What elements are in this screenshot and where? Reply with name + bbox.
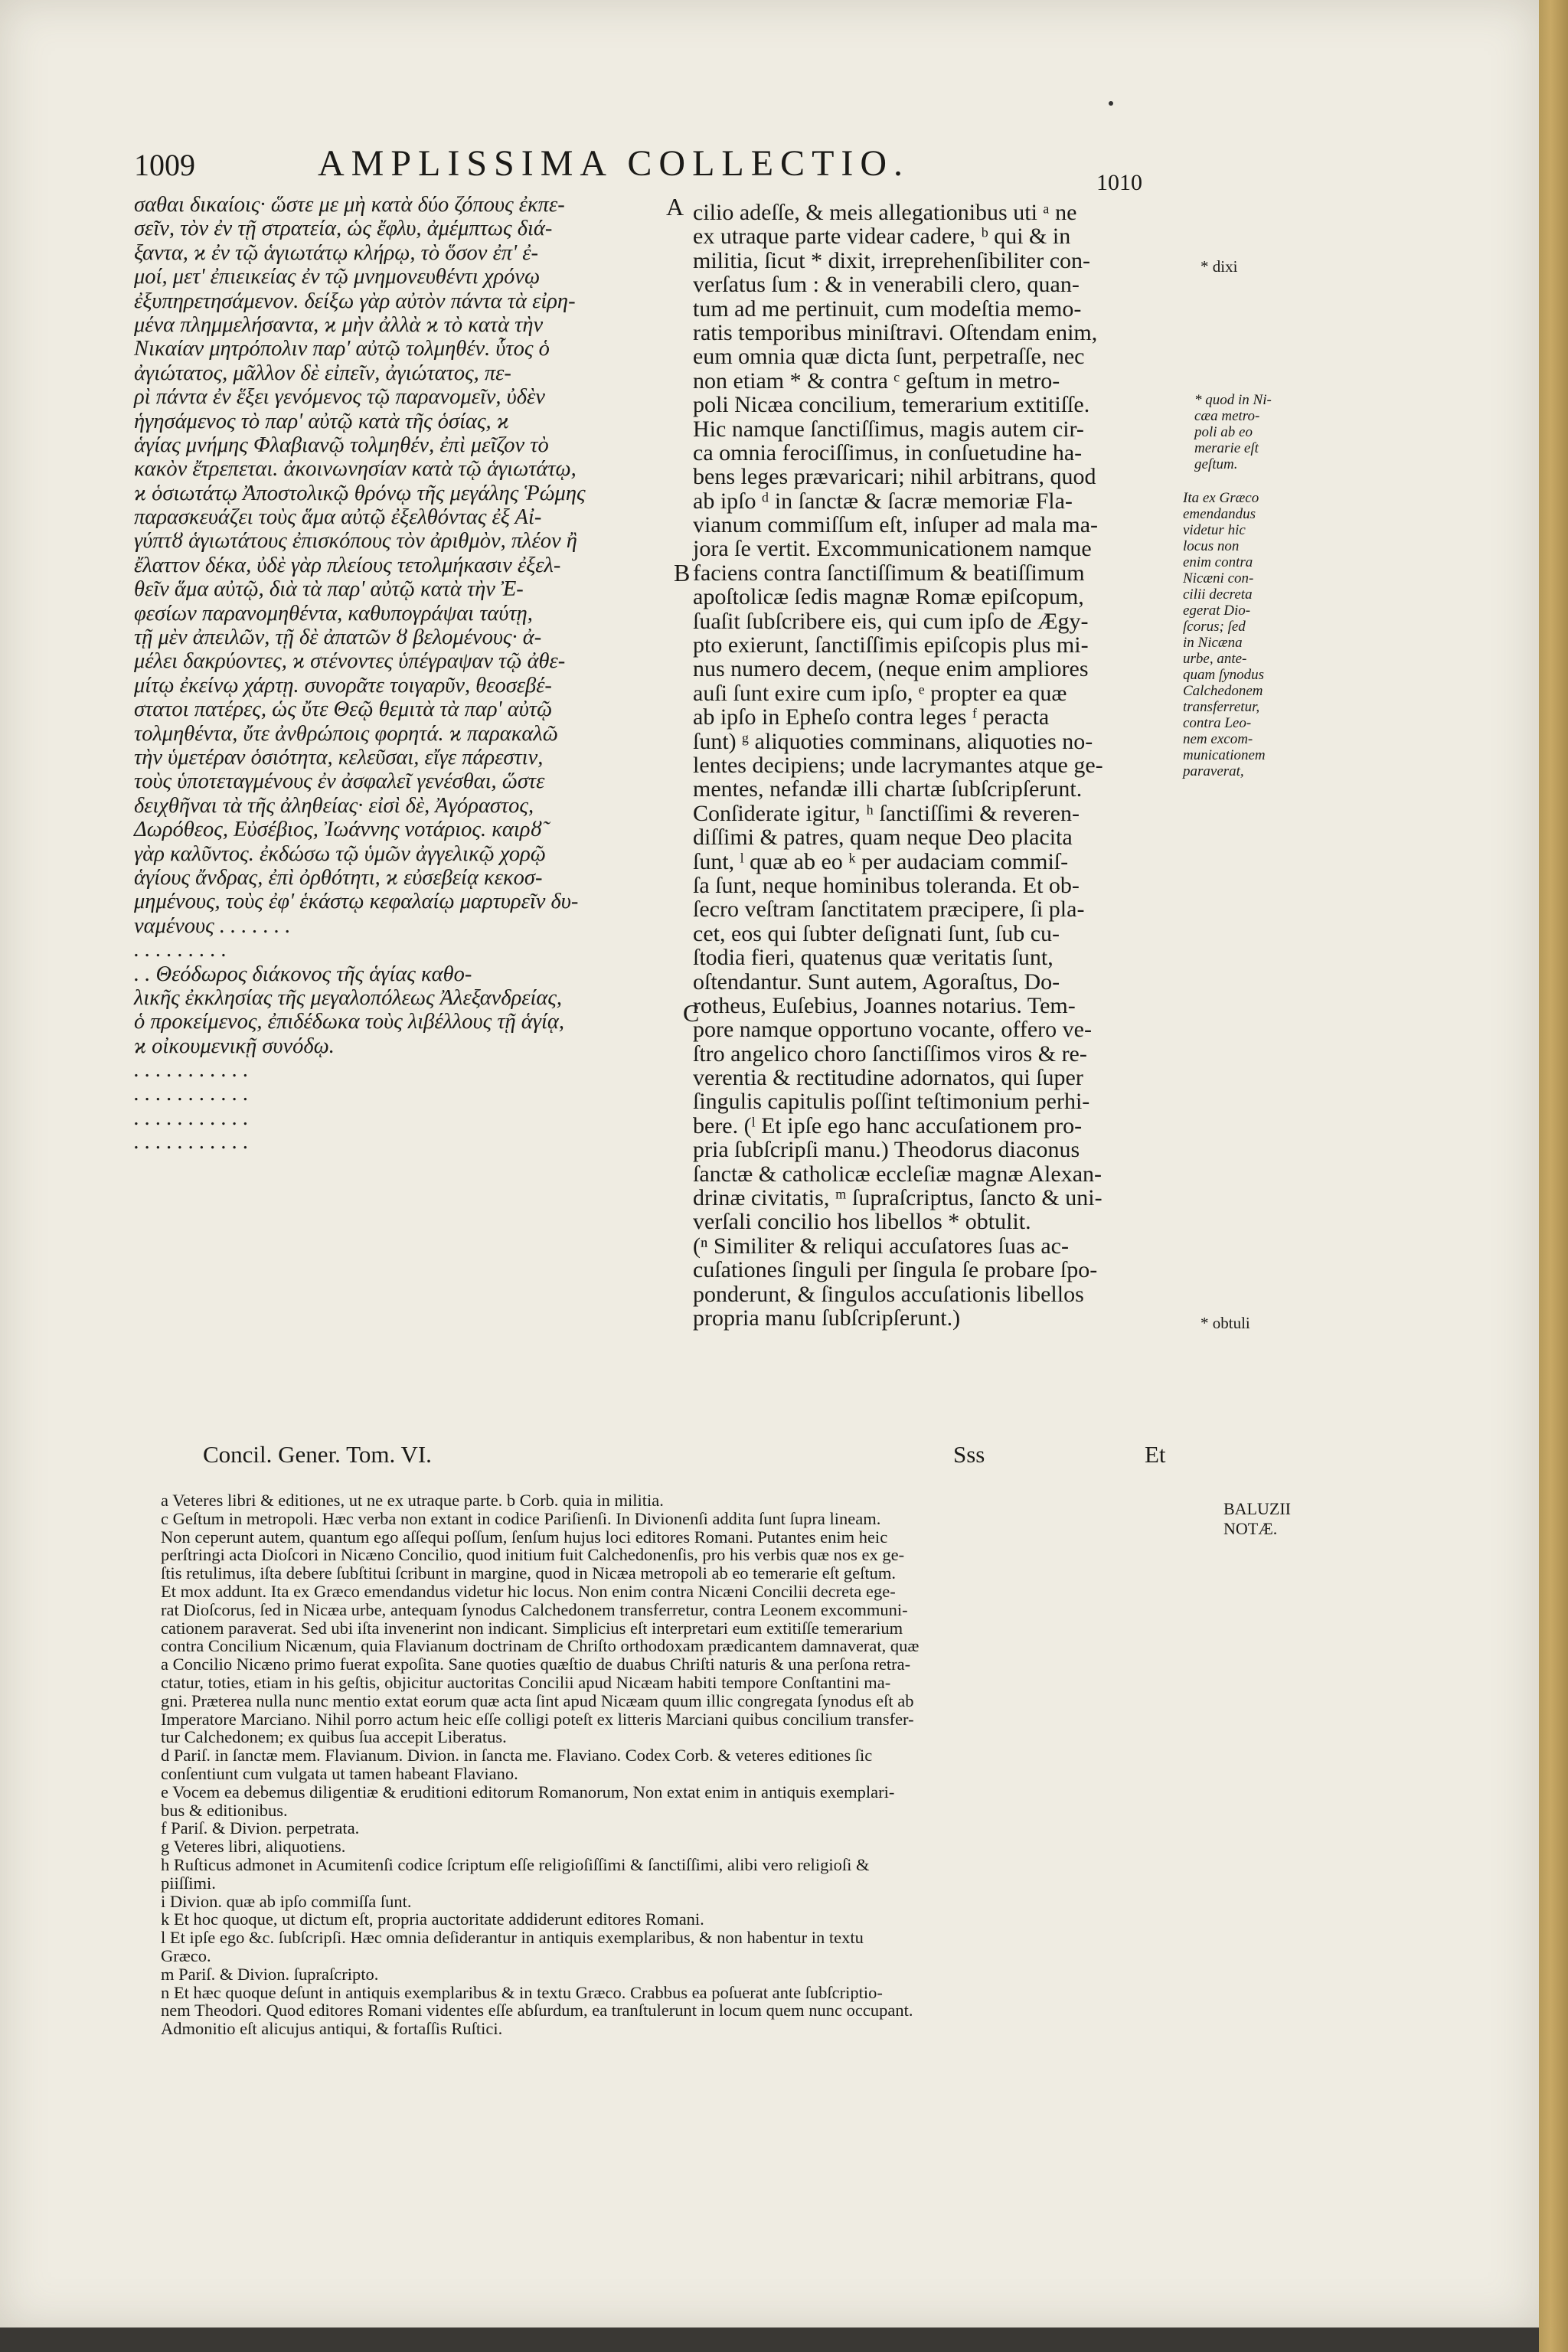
ink-dot: [1109, 101, 1113, 106]
greek-line: μοί, μετ' ἐπιεικείας ἐν τῷ μνημονευθέντι χρόνῳ: [134, 265, 541, 289]
margin-note-line: videtur hic: [1183, 522, 1246, 538]
latin-line: apoſtolicæ ſedis magnæ Romæ epiſcopum,: [693, 584, 1084, 610]
greek-line: μένα πλημμελήσαντα, ϰ μὴν ἀλλὰ ϰ τὸ κατὰ τὴν: [134, 312, 544, 337]
latin-line: militia, ſicut * dixit, irreprehenſibiliter con-: [693, 247, 1091, 273]
latin-line: verſatus ſum : & in venerabili clero, quan-: [693, 272, 1080, 298]
latin-line: ca omnia ferociſſimus, in conſuetudine ha-: [693, 439, 1083, 466]
greek-line: ϰ οἰκουμενικῇ συνόδῳ.: [134, 1034, 335, 1058]
note-line: bus & editionibus.: [161, 1800, 288, 1820]
margin-note-obtuli: * obtuli: [1200, 1314, 1250, 1332]
greek-line: ἡγησάμενος τὸ παρ' αὐτῷ κατὰ τῆς ὁσίας, ϰ: [134, 409, 509, 433]
greek-line: . . . . . . . . . . .: [134, 1106, 249, 1130]
greek-line: θεῖν ἅμα αὐτῷ, διὰ τὰ παρ' αὐτῷ κατὰ τὴν Ἐ-: [134, 577, 524, 602]
latin-line: verſali concilio hos libellos * obtulit.: [693, 1209, 1031, 1235]
latin-line: lentes decipiens; unde lacrymantes atque ge-: [693, 752, 1103, 778]
section-letter-a: A: [666, 193, 684, 220]
greek-line: Νικαίαν μητρόπολιν παρ' αὐτῷ τολμηθέν. ὗτος ὁ: [134, 337, 550, 361]
note-line: Admonitio eſt alicujus antiqui, & fortaſſis Ruſtici.: [161, 2019, 503, 2039]
latin-line: pore namque opportuno vocante, offero ve-: [693, 1017, 1092, 1043]
margin-note-line: enim contra: [1183, 554, 1253, 570]
latin-line: diſſimi & patres, quam neque Deo placita: [693, 825, 1073, 851]
greek-line: λικῆς ἐκκλησίας τῆς μεγαλοπόλεως Ἀλεξανδρείας,: [134, 985, 563, 1010]
note-line: tur Calchedonem; ex quibus ſua accepit Liberatus.: [161, 1727, 507, 1747]
greek-line: γύπτȣ ἁγιωτάτους ἐπισκόπους τὸν ἀριθμὸν, πλέον ἢ: [134, 529, 577, 554]
greek-line: Δωρόθεος, Εὐσέβιος, Ἰωάννης νοτάριος. καιρȣ̃: [134, 818, 542, 842]
latin-line: ſanctæ & catholicæ eccleſiæ magnæ Alexan-: [693, 1161, 1102, 1187]
greek-line: κακὸν ἔτρεπεται. ἀκοινωνησίαν κατὰ τῷ ἁγιωτάτῳ,: [134, 457, 577, 482]
note-line: a Veteres libri & editiones, ut ne ex utraque parte. b Corb. quia in militia.: [161, 1491, 664, 1510]
greek-line: . . . . . . . . .: [134, 938, 227, 962]
margin-note-line: nem excom-: [1183, 731, 1253, 747]
note-line: l Et ipſe ego &c. ſubſcripſi. Hæc omnia deſiderantur in antiquis exemplaribus, & non habentur in textu: [161, 1928, 864, 1948]
note-line: piiſſimi.: [161, 1873, 216, 1893]
latin-line: propria manu ſubſcripſerunt.): [693, 1305, 961, 1331]
margin-note-line: * quod in Ni-: [1194, 392, 1272, 408]
greek-line: . . . . . . . . . . .: [134, 1130, 249, 1155]
greek-line: στατοι πατέρες, ὡς ὔτε Θεῷ θεμιτὰ τὰ παρ' αὐτῷ: [134, 697, 553, 722]
right-page-number: 1010: [1096, 170, 1142, 195]
latin-line: ſtro angelico choro ſanctiſſimos viros & re-: [693, 1040, 1087, 1067]
note-line: nem Theodori. Quod editores Romani videntes eſſe abſurdum, ea tranſtulerunt in locum quem nunc occupant.: [161, 2001, 913, 2020]
greek-line: ἁγίους ἄνδρας, ἐπὶ ὀρθότητι, ϰ εὐσεβείᾳ κεκοσ-: [134, 865, 543, 890]
note-line: Non ceperunt autem, quantum ego aſſequi poſſum, ſenſum hujus loci editores Romani. Putantes enim heic: [161, 1527, 888, 1547]
note-line: cationem paraverat. Sed ubi iſta invenerint non indicant. Simplicius eſt interpretari eum extitiſſe temerarium: [161, 1618, 903, 1638]
margin-note-line: poli ab eo: [1194, 424, 1253, 440]
margin-note-line: locus non: [1183, 538, 1240, 554]
margin-note-line: cæa metro-: [1194, 408, 1260, 424]
latin-line: rotheus, Euſebius, Joannes notarius. Tem-: [693, 992, 1076, 1018]
margin-note-line: transferretur,: [1183, 699, 1260, 715]
latin-line: cuſationes ſinguli per ſingula ſe probare ſpo-: [693, 1257, 1098, 1283]
margin-note-line: in Nicæna: [1183, 635, 1243, 651]
latin-line: ſunt, ˡ quæ ab eo ᵏ per audaciam commiſ-: [693, 848, 1069, 874]
latin-line: ſingulis capitulis poſſint teſtimonium perhi-: [693, 1089, 1090, 1115]
latin-line: bens leges prævaricari; nihil arbitrans, quod: [693, 464, 1096, 490]
margin-note-line: Calchedonem: [1183, 683, 1263, 699]
note-line: h Ruſticus admonet in Acumitenſi codice ſcriptum eſſe religioſiſſimi & ſanctiſſimi, alibi vero religioſi &: [161, 1854, 870, 1874]
margin-note-quod: [1194, 392, 1302, 472]
greek-line: φεσίων παρανομηθέντα, καθυπογράψαι ταύτῃ,: [134, 601, 533, 626]
greek-line: ἁγίας μνήμης Φλαβιανῷ τολμηθέν, ἐπὶ μεῖζον τὸ: [134, 433, 549, 457]
latin-line: drinæ civitatis, ᵐ ſupraſcriptus, ſancto & uni-: [693, 1185, 1102, 1211]
note-line: perſtringi acta Dioſcori in Nicæno Concilio, quod initium fuit Calchedonenſis, pro his verbis quæ nos ex ge-: [161, 1545, 905, 1565]
margin-note-line: cilii decreta: [1183, 586, 1253, 603]
notes-heading-line: NOTÆ.: [1223, 1519, 1278, 1538]
latin-line: cilio adeſſe, & meis allegationibus uti ᵃ ne: [693, 200, 1077, 225]
latin-line: non etiam * & contra ᶜ geſtum in metro-: [693, 368, 1060, 394]
latin-line: ſtodia fieri, quatenus quæ veritatis ſunt,: [693, 945, 1054, 971]
greek-line: γὰρ καλῦντος. ἐκδώσω τῷ ὑμῶν ἀγγελικῷ χορῷ: [134, 841, 546, 866]
greek-line: τολμηθέντα, ὔτε ἀνθρώποις φορητά. ϰ παρακαλῶ: [134, 721, 558, 746]
greek-line: ναμένους . . . . . . .: [134, 913, 291, 938]
greek-line: τὴν ὑμετέραν ὁσιότητα, κελεῦσαι, εἴγε πάρεστιν,: [134, 745, 544, 769]
note-line: Et mox addunt. Ita ex Græco emendandus videtur hic locus. Non enim contra Nicæni Concilii decreta ege-: [161, 1581, 896, 1601]
margin-note-line: Nicæni con-: [1183, 570, 1254, 586]
margin-note-line: urbe, ante-: [1183, 651, 1247, 667]
greek-line: δειχθῆναι τὰ τῆς ἀληθείας· εἰσὶ δὲ, Ἀγόραστος,: [134, 793, 534, 818]
note-line: a Concilio Nicæno primo fuerat expoſita. Sane quoties quæſtio de duabus Chriſti naturis & una perſona retra-: [161, 1655, 911, 1674]
margin-note-line: egerat Dio-: [1183, 603, 1251, 619]
margin-note-line: quam ſynodus: [1183, 667, 1265, 683]
note-line: i Divion. quæ ab ipſo commiſſa ſunt.: [161, 1891, 412, 1911]
greek-line: ἔλαττον δέκα, ὐδὲ γὰρ πλείους τετολμήκασιν ἐξελ-: [134, 553, 561, 577]
latin-line: nus numero decem, (neque enim ampliores: [693, 656, 1089, 682]
greek-line: τοὺς ὑποτεταγμένους ἐν ἀσφαλεῖ γενέσθαι, ὥστε: [134, 769, 545, 794]
note-line: gni. Præterea nulla nunc mentio extat eorum quæ acta ſint apud Nicæam quum illic congregata ſynodus eſt ab: [161, 1690, 914, 1710]
latin-text-column: [693, 201, 1103, 1330]
latin-line: ſuaſit ſubſcribere eis, qui cum ipſo de Ægy-: [693, 608, 1089, 634]
book-edge: [1539, 0, 1568, 2352]
margin-note-line: contra Leo-: [1183, 715, 1252, 731]
latin-line: oſtendantur. Sunt autem, Agoraſtus, Do-: [693, 969, 1060, 995]
margin-note-line: municationem: [1183, 747, 1266, 763]
greek-line: μίτῳ ἐκείνῳ χάρτῃ. συνορᾶτε τοιγαρῦν, θεοσεβέ-: [134, 673, 552, 697]
note-line: Imperatore Marciano. Nihil porro actum heic eſſe colligi poteſt ex litteris Marciani quibus concilium transfer-: [161, 1709, 914, 1729]
note-line: e Vocem ea debemus diligentiæ & eruditioni editorum Romanorum, Non extat enim in antiquis exemplari-: [161, 1782, 895, 1802]
latin-line: ratis temporibus miniſtravi. Oſtendam enim,: [693, 319, 1098, 345]
latin-line: Conſiderate igitur, ʰ ſanctiſſimi & reveren-: [693, 800, 1080, 826]
note-line: contra Concilium Nicænum, quia Flavianum doctrinam de Chriſto orthodoxam prædicantem damnaverat, quæ: [161, 1636, 920, 1656]
note-line: conſentiunt cum vulgata ut tamen habeant Flaviano.: [161, 1763, 518, 1783]
left-page-number: 1009: [134, 148, 195, 182]
margin-note-line: merarie eſt: [1194, 440, 1259, 456]
footer-signature-mark: Sss: [953, 1441, 985, 1468]
latin-line: auſi ſunt exire cum ipſo, ᵉ propter ea quæ: [693, 680, 1067, 706]
note-line: m Pariſ. & Divion. ſupraſcripto.: [161, 1964, 379, 1984]
greek-line: σαθαι δικαίοις· ὥστε με μὴ κατὰ δύο ζόπους ἐκπε-: [134, 193, 565, 217]
note-line: n Et hæc quoque deſunt in antiquis exemplaribus & in textu Græco. Crabbus ea poſuerat ante ſubſcriptio-: [161, 1982, 883, 2002]
greek-line: ρὶ πάντα ἐν ἕξει γενόμενος τῷ παρανομεῖν, ὐδὲν: [134, 385, 545, 410]
greek-line: μέλει δακρύοντες, ϰ στένοντες ὑπέγραψαν τῷ ἀθε-: [134, 649, 566, 674]
running-title: AMPLISSIMA COLLECTIO.: [318, 143, 910, 184]
note-line: f Pariſ. & Divion. perpetrata.: [161, 1818, 360, 1838]
note-line: ſtis retulimus, iſta debere ſubſtitui ſcribunt in margine, quod in Nicæa metropoli ab eo temerarie eſt geſtum.: [161, 1563, 896, 1583]
note-line: g Veteres libri, aliquotiens.: [161, 1837, 346, 1857]
latin-line: ſa ſunt, neque hominibus toleranda. Et ob-: [693, 872, 1080, 898]
latin-line: ſunt) ᵍ aliquoties comminans, aliquoties no-: [693, 728, 1093, 754]
section-letter-c: C: [683, 999, 700, 1027]
margin-note-line: emendandus: [1183, 506, 1256, 522]
greek-line: παρασκευάζει τοὺς ἅμα αὐτῷ ἐξελθόντας ἐξ Αἰ-: [134, 505, 542, 530]
greek-text-column: [134, 193, 586, 1155]
latin-line: eum omnia quæ dicta ſunt, perpetraſſe, nec: [693, 344, 1085, 370]
margin-note-line: Ita ex Græco: [1183, 490, 1259, 506]
latin-line: bere. (ˡ Et ipſe ego hanc accuſationem pro-: [693, 1112, 1083, 1138]
background-strip: [0, 2328, 1539, 2352]
greek-line: ξαντα, ϰ ἐν τῷ ἁγιωτάτῳ κλήρῳ, τὸ ὅσον ἐπ' ἐ-: [134, 240, 539, 265]
greek-line: . . . . . . . . . . .: [134, 1082, 249, 1106]
latin-line: ponderunt, & ſingulos accuſationis libellos: [693, 1281, 1084, 1307]
footer-volume-title: Concil. Gener. Tom. VI.: [203, 1441, 432, 1468]
note-line: rat Dioſcorus, ſed in Nicæa urbe, antequam ſynodus Calchedonem transferretur, contra Leonem excommuni-: [161, 1599, 908, 1619]
latin-line: poli Nicæa concilium, temerarium extitiſſe.: [693, 392, 1090, 418]
footer-catchword: Et: [1145, 1441, 1166, 1468]
margin-note-line: ſcorus; ſed: [1183, 619, 1246, 635]
latin-line: pto exierunt, ſanctiſſimis epiſcopis plus mi-: [693, 632, 1089, 658]
note-line: c Geſtum in metropoli. Hæc verba non extant in codice Pariſienſi. In Divionenſi addita ſunt ſupra lineam.: [161, 1508, 881, 1528]
latin-line: (ⁿ Similiter & reliqui accuſatores ſuas ac-: [693, 1233, 1069, 1259]
greek-line: σεῖν, τὸν ἐν τῇ στρατεία, ὡς ἔφλυ, ἀμέμπτως διά-: [134, 217, 553, 241]
note-line: k Et hoc quoque, ut dictum eſt, propria auctoritate addiderunt editores Romani.: [161, 1909, 704, 1929]
latin-line: ex utraque parte videar cadere, ᵇ qui & in: [693, 224, 1071, 250]
margin-note-line: paraverat,: [1183, 763, 1244, 779]
greek-line: τῇ μὲν ἀπειλῶν, τῇ δὲ ἀπατῶν ȣ βελομένους· ἀ-: [134, 626, 542, 650]
notes-heading: [1223, 1499, 1315, 1539]
margin-note-dixi: * dixi: [1200, 257, 1238, 276]
greek-line: . . . . . . . . . . .: [134, 1058, 249, 1083]
note-line: d Pariſ. in ſanctæ mem. Flavianum. Divion. in ſancta me. Flaviano. Codex Corb. & veteres editiones ſic: [161, 1746, 873, 1766]
latin-line: tum ad me pertinuit, cum modeſtia memo-: [693, 296, 1082, 322]
editorial-notes: [161, 1491, 919, 2038]
margin-note-ita: [1183, 490, 1298, 779]
latin-line: pria ſubſcripſi manu.) Theodorus diaconus: [693, 1137, 1080, 1163]
latin-line: Hic namque ſanctiſſimus, magis autem cir-: [693, 416, 1084, 442]
latin-line: ſecro veſtram ſanctitatem præcipere, ſi pla-: [693, 897, 1085, 923]
latin-line: faciens contra ſanctiſſimum & beatiſſimum: [693, 560, 1085, 586]
section-letter-b: B: [674, 559, 691, 586]
greek-line: ϰ ὁσιωτάτῳ Ἀποστολικῷ θρόνῳ τῆς μεγάλης Ῥώμης: [134, 481, 586, 505]
latin-line: ab ipſo in Epheſo contra leges ᶠ peracta: [693, 704, 1050, 730]
greek-line: ἀγιώτατος, μᾶλλον δὲ εἰπεῖν, ἀγιώτατος, πε-: [134, 361, 511, 385]
greek-line: μημένους, τοὺς ἐφ' ἑκάστῳ κεφαλαίῳ μαρτυρεῖν δυ-: [134, 890, 579, 914]
latin-line: mentes, nefandæ illi chartæ ſubſcripſerunt.: [693, 776, 1083, 802]
latin-line: cet, eos qui ſubter deſignati ſunt, ſub cu-: [693, 920, 1060, 946]
greek-line: . . Θεόδωρος διάκονος τῆς ἁγίας καθο-: [134, 962, 472, 986]
notes-heading-line: BALUZII: [1223, 1499, 1291, 1518]
latin-line: jora ſe vertit. Excommunicationem namque: [693, 536, 1092, 562]
note-line: Græco.: [161, 1945, 211, 1965]
latin-line: ab ipſo ᵈ in ſanctæ & ſacræ memoriæ Fla-: [693, 488, 1073, 514]
note-line: ctatur, toties, etiam in his geſtis, objicitur auctoritas Concilii apud Nicæam habiti tempore Conſtantini ma-: [161, 1672, 891, 1692]
margin-note-line: geſtum.: [1194, 456, 1238, 472]
greek-line: ὁ προκείμενος, ἐπιδέδωκα τοὺς λιβέλλους τῇ ἁγίᾳ,: [134, 1010, 564, 1034]
latin-line: verentia & rectitudine adornatos, qui ſuper: [693, 1065, 1083, 1091]
latin-line: vianum commiſſum eſt, inſuper ad mala ma-: [693, 512, 1099, 538]
greek-line: ἐξυπηρετησάμενον. δείξω γὰρ αὐτὸν πάντα τὰ εἰρη-: [134, 289, 576, 313]
